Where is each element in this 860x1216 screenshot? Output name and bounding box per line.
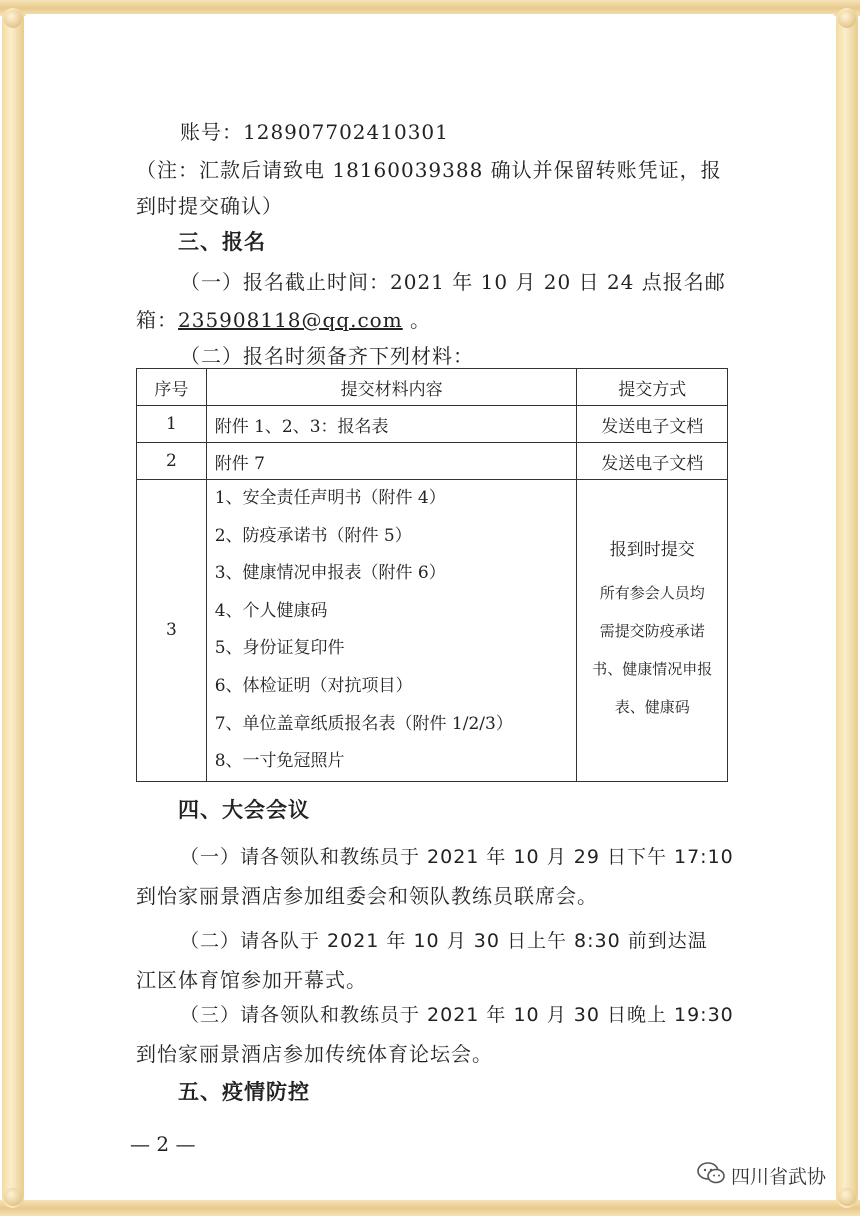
registration-deadline: （一）报名截止时间：2021 年 10 月 20 日 24 点报名邮 [180, 270, 726, 294]
list-item: 7、单位盖章纸质报名表（附件 1/2/3） [214, 713, 513, 734]
wechat-icon [697, 1162, 725, 1189]
scroll-knob-icon [838, 1188, 856, 1206]
header-method: 提交方式 [577, 369, 728, 406]
scroll-frame-left [2, 8, 24, 1208]
list-item: 2、防疫承诺书（附件 5） [214, 525, 412, 546]
registration-email-line [136, 304, 431, 333]
materials-table [136, 368, 728, 782]
section-5-title: 五、疫情防控 [178, 1080, 310, 1104]
meeting-2-line-1: （二）请各队于 2021 年 10 月 30 日上午 8:30 前到达温 [180, 930, 708, 952]
method-note-line: 书、健康情况申报 [592, 659, 713, 678]
row-method: 发送电子文档 [577, 406, 728, 443]
row-number: 3 [137, 480, 207, 782]
method-main: 报到时提交 [609, 539, 695, 560]
list-item: 4、个人健康码 [214, 600, 328, 621]
method-note-line: 需提交防疫承诺 [599, 621, 705, 640]
header-number: 序号 [137, 369, 207, 406]
method-note-line: 表、健康码 [614, 697, 690, 716]
row-content: 附件 1、2、3：报名表 [206, 406, 577, 443]
section-3-title: 三、报名 [178, 230, 266, 254]
watermark-text: 四川省武协 [730, 1166, 826, 1188]
scroll-frame-right [836, 8, 858, 1208]
table-row [137, 443, 728, 480]
page-number: — 2 — [130, 1132, 196, 1156]
list-item: 6、体检证明（对抗项目） [214, 675, 413, 696]
list-item: 5、身份证复印件 [214, 638, 345, 659]
scroll-knob-icon [838, 10, 856, 28]
row-method: 发送电子文档 [577, 443, 728, 480]
scroll-frame-bottom [0, 1200, 860, 1216]
account-line: 账号：128907702410301 [180, 120, 449, 144]
email-suffix: 。 [402, 308, 432, 332]
method-note-line: 所有参会人员均 [599, 583, 705, 602]
row-number: 1 [137, 406, 207, 443]
registration-email-link[interactable]: 235908118@qq.com [178, 308, 403, 332]
note-line-2: 到时提交确认） [136, 194, 283, 218]
row-content: 附件 7 [206, 443, 577, 480]
note-line-1: （注：汇款后请致电 18160039388 确认并保留转账凭证，报 [136, 158, 722, 182]
row-content-list [206, 480, 577, 782]
table-row [137, 480, 728, 782]
row-number: 2 [137, 443, 207, 480]
header-content: 提交材料内容 [206, 369, 577, 406]
meeting-2-line-2: 江区体育馆参加开幕式。 [136, 968, 367, 992]
list-item: 8、一寸免冠照片 [214, 751, 345, 772]
meeting-1-line-1: （一）请各领队和教练员于 2021 年 10 月 29 日下午 17:10 [180, 846, 734, 868]
table-header-row [137, 369, 728, 406]
email-prefix: 箱： [136, 308, 178, 332]
section-4-title: 四、大会会议 [178, 798, 310, 822]
meeting-1-line-2: 到怡家丽景酒店参加组委会和领队教练员联席会。 [136, 884, 598, 908]
materials-intro: （二）报名时须备齐下列材料： [180, 344, 474, 368]
list-item: 1、安全责任声明书（附件 4） [214, 488, 446, 508]
meeting-3-line-2: 到怡家丽景酒店参加传统体育论坛会。 [136, 1042, 493, 1066]
scroll-knob-icon [4, 10, 22, 28]
table-row [137, 406, 728, 443]
scroll-knob-icon [4, 1188, 22, 1206]
watermark [697, 1162, 826, 1189]
meeting-3-line-1: （三）请各领队和教练员于 2021 年 10 月 30 日晚上 19:30 [180, 1004, 734, 1026]
list-item: 3、健康情况申报表（附件 6） [214, 563, 446, 584]
row-method [577, 480, 728, 782]
